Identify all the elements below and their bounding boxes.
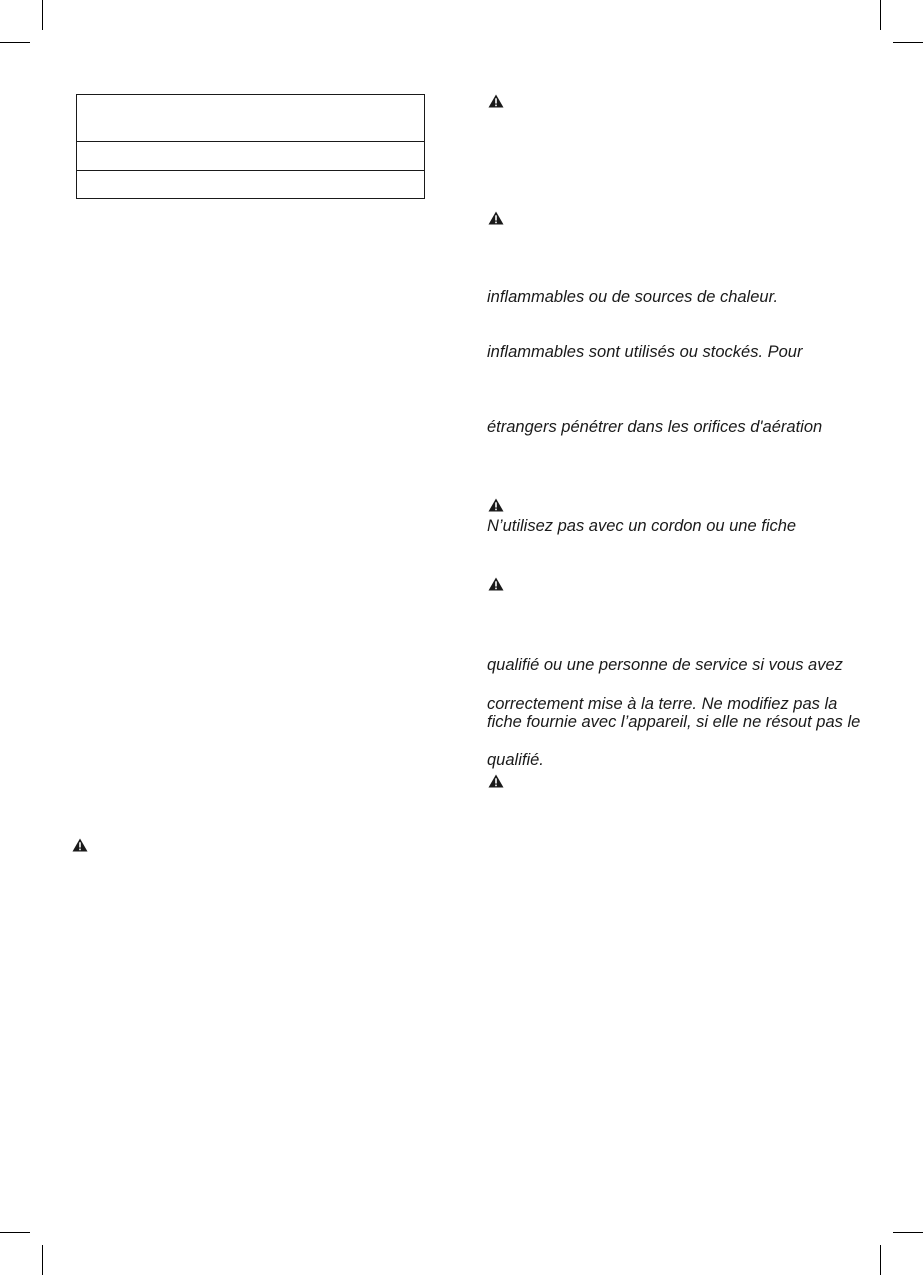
crop-mark-top-left-vertical	[42, 0, 43, 30]
warning-triangle-icon	[488, 94, 504, 108]
warning-triangle-icon	[488, 577, 504, 591]
spec-table-row-divider	[77, 141, 424, 142]
warning-triangle-icon	[72, 838, 88, 852]
crop-mark-top-right-vertical	[880, 0, 881, 30]
warning-text-line: inflammables ou de sources de chaleur.	[487, 288, 779, 306]
crop-mark-top-right-horizontal	[893, 42, 923, 43]
warning-text-line: qualifié.	[487, 751, 544, 769]
warning-triangle-icon	[488, 211, 504, 225]
warning-text-line: qualifié ou une personne de service si vous avez	[487, 656, 843, 674]
crop-mark-bottom-left-horizontal	[0, 1232, 30, 1233]
spec-table-row-divider	[77, 170, 424, 171]
crop-mark-top-left-horizontal	[0, 42, 30, 43]
warning-text-line: inflammables sont utilisés ou stockés. Pour	[487, 343, 803, 361]
warning-text-line: N’utilisez pas avec un cordon ou une fiche	[487, 517, 797, 535]
warning-triangle-icon	[488, 774, 504, 788]
warning-triangle-icon	[488, 498, 504, 512]
spec-table	[76, 94, 425, 199]
warning-text-line: étrangers pénétrer dans les orifices d'aération	[487, 418, 823, 436]
crop-mark-bottom-right-vertical	[880, 1245, 881, 1275]
crop-mark-bottom-left-vertical	[42, 1245, 43, 1275]
warning-text-line: fiche fournie avec l’appareil, si elle ne résout pas le	[487, 713, 861, 731]
crop-mark-bottom-right-horizontal	[893, 1232, 923, 1233]
warning-text-line: correctement mise à la terre. Ne modifiez pas la	[487, 695, 838, 713]
